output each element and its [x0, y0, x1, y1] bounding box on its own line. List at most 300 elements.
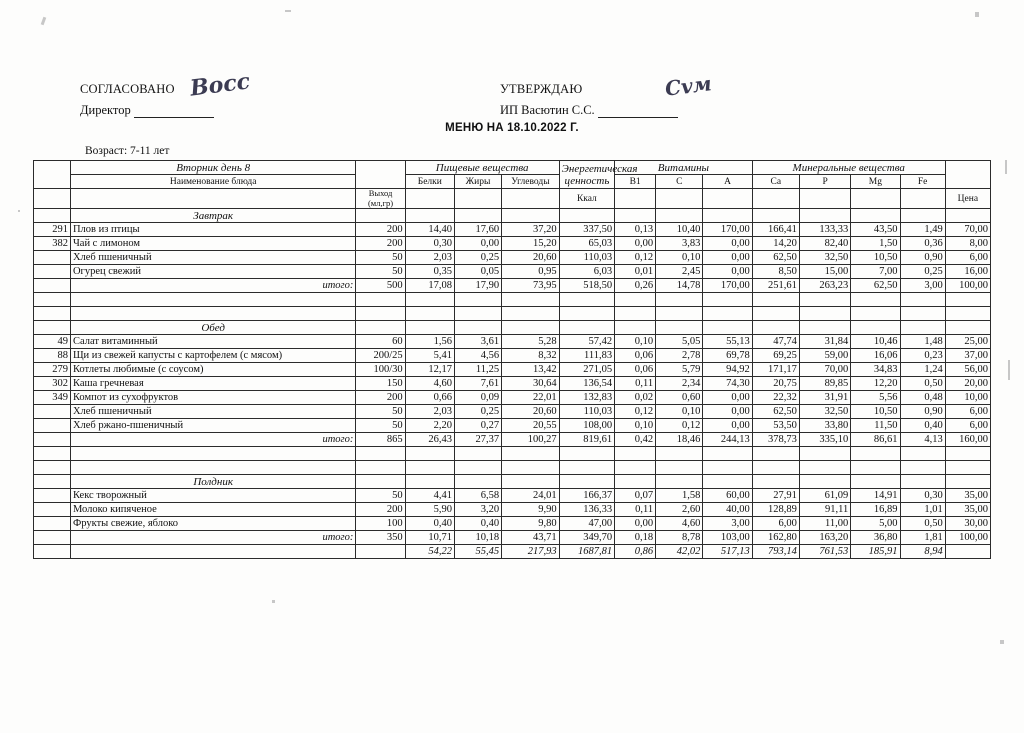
- dish-proteins: 0,40: [405, 517, 454, 531]
- dish-fe: 0,40: [900, 419, 945, 433]
- table-row: [34, 363, 991, 377]
- total-carbs: 43,71: [502, 531, 560, 545]
- dish-carbs: 5,28: [502, 335, 560, 349]
- dish-b1: 0,12: [615, 251, 656, 265]
- scan-artifact: [41, 17, 47, 26]
- dish-name: Чай с лимоном: [70, 237, 355, 251]
- empty-cell: [502, 209, 560, 223]
- total-fe: 4,13: [900, 433, 945, 447]
- dish-output: 200: [356, 237, 405, 251]
- dish-mg: 5,56: [851, 391, 900, 405]
- empty-cell: [851, 307, 900, 321]
- dish-proteins: 14,40: [405, 223, 454, 237]
- empty-cell: [900, 307, 945, 321]
- dish-a: 94,92: [703, 363, 752, 377]
- empty-cell: [454, 307, 501, 321]
- total-proteins: 26,43: [405, 433, 454, 447]
- dish-fe: 1,24: [900, 363, 945, 377]
- empty-cell: [752, 475, 799, 489]
- dish-code: 291: [34, 223, 71, 237]
- subhdr-a: [703, 189, 752, 209]
- dish-b1: 0,00: [615, 517, 656, 531]
- grand-empty-name: [70, 545, 355, 559]
- empty-cell: [703, 307, 752, 321]
- dish-fe: 0,90: [900, 405, 945, 419]
- empty-cell: [900, 475, 945, 489]
- dish-ca: 27,91: [752, 489, 799, 503]
- grand-carbs: 217,93: [502, 545, 560, 559]
- empty-cell: [799, 307, 850, 321]
- total-kcal: 518,50: [559, 279, 614, 293]
- empty-cell: [703, 461, 752, 475]
- dish-c: 0,10: [656, 251, 703, 265]
- dish-mg: 10,50: [851, 251, 900, 265]
- table-row: [34, 335, 991, 349]
- dish-carbs: 9,80: [502, 517, 560, 531]
- total-proteins: 17,08: [405, 279, 454, 293]
- director-label: Директор: [80, 103, 131, 117]
- dish-p: 15,00: [799, 265, 850, 279]
- approved-by-label: СОГЛАСОВАНО: [80, 82, 175, 96]
- page-title: МЕНЮ НА 18.10.2022 Г.: [445, 122, 579, 134]
- section-title: Полдник: [70, 475, 355, 489]
- dish-name: Плов из птицы: [70, 223, 355, 237]
- dish-fats: 0,40: [454, 517, 501, 531]
- dish-kcal: 57,42: [559, 335, 614, 349]
- empty-cell: [752, 293, 799, 307]
- empty-cell: [356, 307, 405, 321]
- dish-c: 1,58: [656, 489, 703, 503]
- dish-price: 56,00: [945, 363, 990, 377]
- total-b1: 0,26: [615, 279, 656, 293]
- empty-cell: [656, 209, 703, 223]
- dish-fats: 0,09: [454, 391, 501, 405]
- dish-code: [34, 265, 71, 279]
- empty-cell: [851, 447, 900, 461]
- dish-fats: 17,60: [454, 223, 501, 237]
- scan-artifact: [1000, 640, 1004, 644]
- dish-fe: 0,50: [900, 377, 945, 391]
- dish-proteins: 4,60: [405, 377, 454, 391]
- grand-p: 761,53: [799, 545, 850, 559]
- total-c: 8,78: [656, 531, 703, 545]
- empty-cell: [656, 321, 703, 335]
- dish-ca: 62,50: [752, 251, 799, 265]
- approval-right: [500, 71, 830, 118]
- total-a: 170,00: [703, 279, 752, 293]
- dish-p: 31,91: [799, 391, 850, 405]
- empty-cell: [34, 447, 71, 461]
- dish-code: 279: [34, 363, 71, 377]
- total-ca: 251,61: [752, 279, 799, 293]
- dish-kcal: 136,33: [559, 503, 614, 517]
- empty-cell: [799, 321, 850, 335]
- empty-cell: [656, 447, 703, 461]
- dish-b1: 0,13: [615, 223, 656, 237]
- empty-cell: [703, 447, 752, 461]
- dish-code: [34, 419, 71, 433]
- grand-mg: 185,91: [851, 545, 900, 559]
- dish-a: 0,00: [703, 405, 752, 419]
- empty-cell: [70, 461, 355, 475]
- empty-cell: [70, 447, 355, 461]
- empty-cell: [502, 321, 560, 335]
- empty-cell: [752, 209, 799, 223]
- empty-cell: [356, 461, 405, 475]
- empty-cell: [799, 447, 850, 461]
- dish-carbs: 37,20: [502, 223, 560, 237]
- total-proteins: 10,71: [405, 531, 454, 545]
- dish-carbs: 20,55: [502, 419, 560, 433]
- dish-name: Каша гречневая: [70, 377, 355, 391]
- dish-fe: 0,25: [900, 265, 945, 279]
- dish-ca: 22,32: [752, 391, 799, 405]
- dish-c: 0,12: [656, 419, 703, 433]
- dish-fats: 4,56: [454, 349, 501, 363]
- dish-p: 70,00: [799, 363, 850, 377]
- empty-cell: [799, 461, 850, 475]
- dish-proteins: 2,03: [405, 405, 454, 419]
- dish-output: 200: [356, 391, 405, 405]
- section-title: Обед: [70, 321, 355, 335]
- dish-fe: 1,48: [900, 335, 945, 349]
- empty-cell: [851, 293, 900, 307]
- subhdr-carbs: [502, 189, 560, 209]
- dish-mg: 43,50: [851, 223, 900, 237]
- total-fats: 10,18: [454, 531, 501, 545]
- total-label: итого:: [70, 279, 355, 293]
- empty-cell: [615, 475, 656, 489]
- dish-price: 30,00: [945, 517, 990, 531]
- dish-price: 35,00: [945, 489, 990, 503]
- ip-signature-line: [598, 106, 678, 118]
- group-empty-output: [356, 161, 405, 189]
- table-row: [34, 265, 991, 279]
- dish-ca: 20,75: [752, 377, 799, 391]
- dish-price: 8,00: [945, 237, 990, 251]
- empty-cell: [752, 321, 799, 335]
- dish-fats: 3,61: [454, 335, 501, 349]
- dish-mg: 11,50: [851, 419, 900, 433]
- dish-price: 16,00: [945, 265, 990, 279]
- dish-proteins: 0,30: [405, 237, 454, 251]
- table-column-header-row: [34, 175, 991, 189]
- dish-price: 6,00: [945, 251, 990, 265]
- scan-artifact: [975, 12, 979, 17]
- group-header-minerals: Минеральные вещества: [752, 161, 945, 175]
- empty-cell: [405, 321, 454, 335]
- empty-cell: [945, 293, 990, 307]
- dish-c: 2,60: [656, 503, 703, 517]
- empty-cell: [405, 307, 454, 321]
- empty-cell: [356, 293, 405, 307]
- approval-left: [80, 68, 410, 118]
- dish-c: 0,60: [656, 391, 703, 405]
- grand-total-row: [34, 545, 991, 559]
- table-row: [34, 237, 991, 251]
- dish-carbs: 30,64: [502, 377, 560, 391]
- empty-cell: [656, 307, 703, 321]
- dish-a: 0,00: [703, 391, 752, 405]
- dish-carbs: 13,42: [502, 363, 560, 377]
- section-total-row: [34, 531, 991, 545]
- grand-fe: 8,94: [900, 545, 945, 559]
- empty-cell: [559, 307, 614, 321]
- total-label: итого:: [70, 531, 355, 545]
- dish-output: 50: [356, 265, 405, 279]
- dish-ca: 6,00: [752, 517, 799, 531]
- dish-ca: 166,41: [752, 223, 799, 237]
- col-a: А: [703, 175, 752, 189]
- col-kcal: Ккал: [559, 189, 614, 209]
- empty-cell: [559, 209, 614, 223]
- dish-p: 89,85: [799, 377, 850, 391]
- dish-kcal: 271,05: [559, 363, 614, 377]
- dish-price: 25,00: [945, 335, 990, 349]
- spacer-row: [34, 461, 991, 475]
- empty-cell: [851, 461, 900, 475]
- day-label-cell: Вторник день 8: [70, 161, 355, 175]
- total-p: 263,23: [799, 279, 850, 293]
- total-empty-code: [34, 433, 71, 447]
- dish-ca: 62,50: [752, 405, 799, 419]
- dish-price: 70,00: [945, 223, 990, 237]
- dish-carbs: 24,01: [502, 489, 560, 503]
- dish-b1: 0,10: [615, 419, 656, 433]
- dish-fe: 0,36: [900, 237, 945, 251]
- col-ca: Ca: [752, 175, 799, 189]
- dish-output: 200/25: [356, 349, 405, 363]
- dish-mg: 1,50: [851, 237, 900, 251]
- col-c: С: [656, 175, 703, 189]
- empty-cell: [454, 321, 501, 335]
- dish-carbs: 20,60: [502, 405, 560, 419]
- dish-name: Кекс творожный: [70, 489, 355, 503]
- dish-b1: 0,02: [615, 391, 656, 405]
- subhdr-fats: [454, 189, 501, 209]
- empty-cell: [559, 461, 614, 475]
- scan-artifact: [285, 10, 291, 12]
- empty-cell: [454, 209, 501, 223]
- empty-cell: [900, 447, 945, 461]
- dish-mg: 34,83: [851, 363, 900, 377]
- empty-cell: [454, 447, 501, 461]
- empty-cell: [900, 321, 945, 335]
- dish-code: 49: [34, 335, 71, 349]
- empty-cell: [656, 475, 703, 489]
- dish-name: Щи из свежей капусты с картофелем (с мясом): [70, 349, 355, 363]
- group-empty-code: [34, 161, 71, 189]
- total-output: 350: [356, 531, 405, 545]
- table-row: [34, 223, 991, 237]
- table-row: [34, 251, 991, 265]
- dish-p: 31,84: [799, 335, 850, 349]
- grand-ca: 793,14: [752, 545, 799, 559]
- table-row: [34, 503, 991, 517]
- spacer-row: [34, 293, 991, 307]
- dish-a: 40,00: [703, 503, 752, 517]
- dish-a: 170,00: [703, 223, 752, 237]
- empty-cell: [34, 293, 71, 307]
- grand-fats: 55,45: [454, 545, 501, 559]
- empty-cell: [656, 461, 703, 475]
- dish-name: Котлеты любимые (с соусом): [70, 363, 355, 377]
- dish-fats: 0,27: [454, 419, 501, 433]
- total-empty-code: [34, 279, 71, 293]
- empty-cell: [945, 461, 990, 475]
- total-ca: 162,80: [752, 531, 799, 545]
- empty-cell: [454, 293, 501, 307]
- empty-cell: [945, 447, 990, 461]
- dish-mg: 16,89: [851, 503, 900, 517]
- empty-cell: [70, 293, 355, 307]
- total-c: 18,46: [656, 433, 703, 447]
- dish-proteins: 2,03: [405, 251, 454, 265]
- dish-c: 4,60: [656, 517, 703, 531]
- empty-cell: [615, 209, 656, 223]
- empty-cell: [559, 321, 614, 335]
- dish-carbs: 15,20: [502, 237, 560, 251]
- menu-table: [33, 160, 991, 559]
- dish-c: 0,10: [656, 405, 703, 419]
- director-signature-line: [134, 106, 214, 118]
- col-fe: Fe: [900, 175, 945, 189]
- table-group-header-row: [34, 161, 991, 175]
- dish-code: 88: [34, 349, 71, 363]
- dish-p: 59,00: [799, 349, 850, 363]
- empty-cell: [454, 461, 501, 475]
- empty-cell: [405, 293, 454, 307]
- dish-carbs: 20,60: [502, 251, 560, 265]
- empty-cell: [703, 293, 752, 307]
- total-mg: 86,61: [851, 433, 900, 447]
- dish-kcal: 166,37: [559, 489, 614, 503]
- section-total-row: [34, 279, 991, 293]
- dish-output: 60: [356, 335, 405, 349]
- empty-cell: [502, 293, 560, 307]
- empty-cell: [851, 321, 900, 335]
- dish-output: 150: [356, 377, 405, 391]
- dish-kcal: 6,03: [559, 265, 614, 279]
- dish-p: 61,09: [799, 489, 850, 503]
- group-header-vitamins: Витамины: [615, 161, 753, 175]
- dish-code: 302: [34, 377, 71, 391]
- dish-kcal: 132,83: [559, 391, 614, 405]
- dish-p: 82,40: [799, 237, 850, 251]
- dish-proteins: 0,66: [405, 391, 454, 405]
- subhdr-b1: [615, 189, 656, 209]
- total-output: 865: [356, 433, 405, 447]
- dish-carbs: 8,32: [502, 349, 560, 363]
- total-empty-code: [34, 531, 71, 545]
- dish-mg: 12,20: [851, 377, 900, 391]
- dish-name: Хлеб ржано-пшеничный: [70, 419, 355, 433]
- dish-proteins: 0,35: [405, 265, 454, 279]
- empty-cell: [799, 293, 850, 307]
- age-line: Возраст: 7-11 лет: [85, 145, 170, 157]
- ip-signature: Сvм: [663, 71, 713, 101]
- dish-kcal: 110,03: [559, 405, 614, 419]
- empty-cell: [559, 475, 614, 489]
- total-a: 103,00: [703, 531, 752, 545]
- grand-kcal: 1687,81: [559, 545, 614, 559]
- empty-cell: [703, 209, 752, 223]
- col-mg: Mg: [851, 175, 900, 189]
- dish-code: [34, 517, 71, 531]
- subhdr-p: [799, 189, 850, 209]
- empty-cell: [851, 475, 900, 489]
- dish-fats: 3,20: [454, 503, 501, 517]
- dish-a: 74,30: [703, 377, 752, 391]
- dish-fe: 0,48: [900, 391, 945, 405]
- dish-mg: 16,06: [851, 349, 900, 363]
- dish-fats: 0,00: [454, 237, 501, 251]
- empty-cell: [703, 475, 752, 489]
- dish-b1: 0,00: [615, 237, 656, 251]
- total-price: 160,00: [945, 433, 990, 447]
- dish-proteins: 4,41: [405, 489, 454, 503]
- dish-a: 60,00: [703, 489, 752, 503]
- dish-mg: 5,00: [851, 517, 900, 531]
- empty-cell: [900, 461, 945, 475]
- dish-c: 3,83: [656, 237, 703, 251]
- dish-c: 2,45: [656, 265, 703, 279]
- spacer-row: [34, 447, 991, 461]
- empty-cell: [945, 321, 990, 335]
- dish-p: 133,33: [799, 223, 850, 237]
- total-a: 244,13: [703, 433, 752, 447]
- dish-kcal: 111,83: [559, 349, 614, 363]
- empty-cell: [405, 475, 454, 489]
- section-title-row: [34, 475, 991, 489]
- section-empty-code: [34, 321, 71, 335]
- total-p: 163,20: [799, 531, 850, 545]
- dish-price: 6,00: [945, 419, 990, 433]
- total-b1: 0,42: [615, 433, 656, 447]
- dish-price: 20,00: [945, 377, 990, 391]
- dish-a: 3,00: [703, 517, 752, 531]
- empty-cell: [615, 293, 656, 307]
- dish-fe: 0,30: [900, 489, 945, 503]
- dish-carbs: 22,01: [502, 391, 560, 405]
- dish-fe: 0,50: [900, 517, 945, 531]
- empty-cell: [703, 321, 752, 335]
- empty-cell: [656, 293, 703, 307]
- total-kcal: 819,61: [559, 433, 614, 447]
- grand-empty-price: [945, 545, 990, 559]
- dish-kcal: 65,03: [559, 237, 614, 251]
- dish-name: Салат витаминный: [70, 335, 355, 349]
- dish-c: 2,34: [656, 377, 703, 391]
- table-row: [34, 349, 991, 363]
- grand-b1: 0,86: [615, 545, 656, 559]
- total-c: 14,78: [656, 279, 703, 293]
- dish-price: 10,00: [945, 391, 990, 405]
- dish-a: 0,00: [703, 419, 752, 433]
- dish-b1: 0,06: [615, 349, 656, 363]
- empty-cell: [945, 307, 990, 321]
- group-empty-price: [945, 161, 990, 189]
- dish-mg: 14,91: [851, 489, 900, 503]
- dish-output: 50: [356, 489, 405, 503]
- dish-fe: 0,90: [900, 251, 945, 265]
- dish-name: Огурец свежий: [70, 265, 355, 279]
- empty-cell: [70, 307, 355, 321]
- dish-price: 37,00: [945, 349, 990, 363]
- dish-mg: 10,50: [851, 405, 900, 419]
- dish-mg: 10,46: [851, 335, 900, 349]
- spacer-row: [34, 307, 991, 321]
